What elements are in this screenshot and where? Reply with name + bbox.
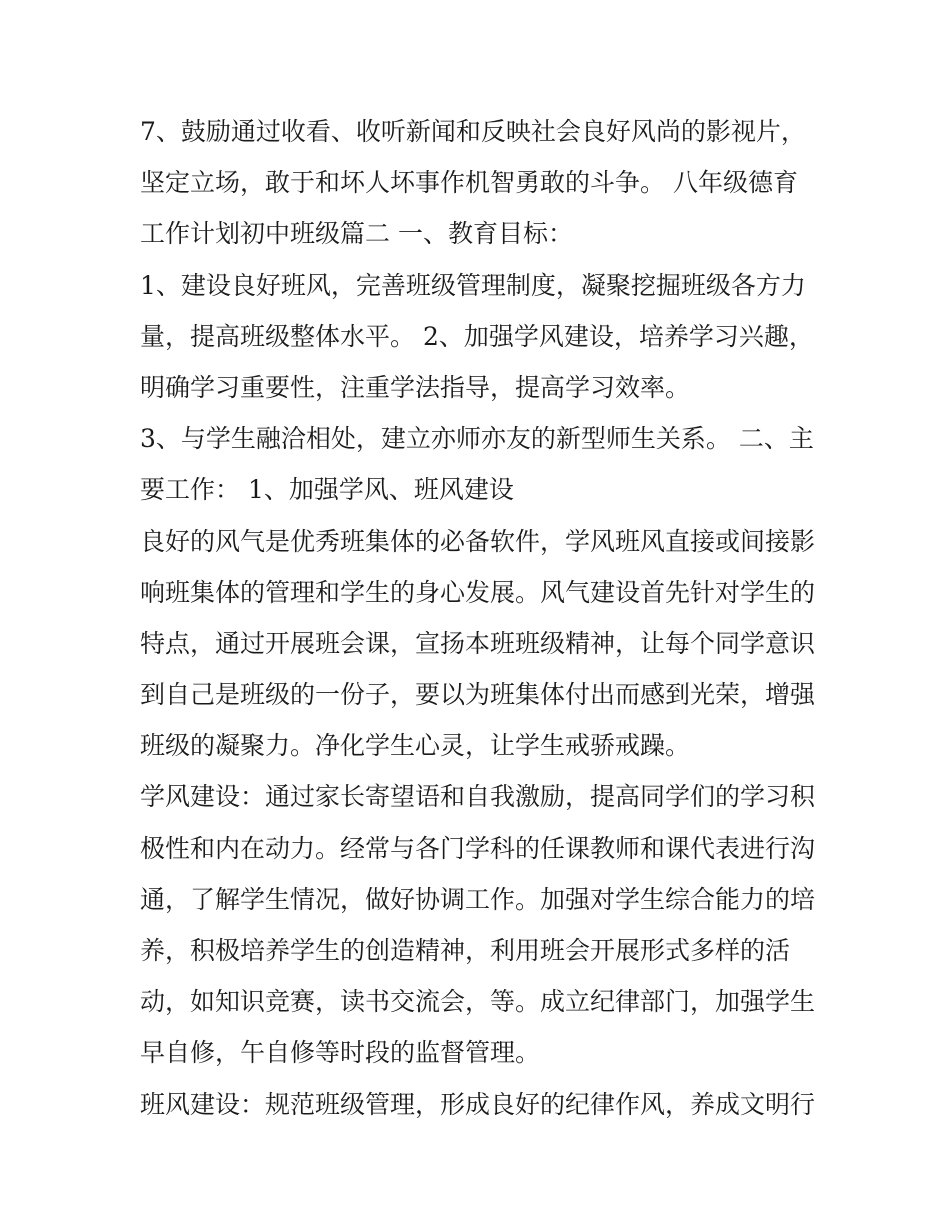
text-line: 1、建设良好班风，完善班级管理制度，凝聚挖掘班级各方力: [140, 270, 806, 300]
text-line: 到自己是班级的一份子，要以为班集体付出而感到光荣，增强: [140, 680, 816, 710]
text-line: 动，如知识竞赛，读书交流会，等。成立纪律部门，加强学生: [140, 987, 816, 1017]
text-line: 良好的风气是优秀班集体的必备软件，学风班风直接或间接影: [140, 526, 816, 556]
text-line: 通，了解学生情况，做好协调工作。加强对学生综合能力的培: [140, 884, 816, 914]
text-line: 明确学习重要性，注重学法指导，提高学习效率。: [140, 372, 691, 402]
text-line: 响班集体的管理和学生的身心发展。风气建设首先针对学生的: [140, 577, 816, 607]
text-line: 极性和内在动力。经常与各门学科的任课教师和课代表进行沟: [140, 833, 816, 863]
document-body: [140, 106, 820, 1130]
text-line: 量，提高班级整体水平。 2、加强学风建设，培养学习兴趣，: [140, 321, 814, 351]
text-line: 3、与学生融洽相处，建立亦师亦友的新型师生关系。 二、主: [140, 424, 814, 454]
text-line: 早自修，午自修等时段的监督管理。: [140, 1038, 541, 1068]
text-line: 班级的凝聚力。净化学生心灵，让学生戒骄戒躁。: [140, 731, 691, 761]
text-line: 特点，通过开展班会课，宣扬本班班级精神，让每个同学意识: [140, 628, 816, 658]
text-line: 工作计划初中班级篇二 一、教育目标：: [140, 219, 573, 249]
text-line: 养，积极培养学生的创造精神，利用班会开展形式多样的活: [140, 936, 791, 965]
text-line: 学风建设：通过家长寄望语和自我激励，提高同学们的学习积: [140, 782, 816, 812]
text-line: 7、鼓励通过收看、收听新闻和反映社会良好风尚的影视片，: [140, 117, 806, 146]
text-line: 班风建设：规范班级管理，形成良好的纪律作风，养成文明行: [140, 1089, 816, 1119]
text-line: 要工作： 1、加强学风、班风建设: [140, 475, 514, 505]
text-line: 坚定立场，敢于和坏人坏事作机智勇敢的斗争。 八年级德育: [140, 168, 798, 198]
